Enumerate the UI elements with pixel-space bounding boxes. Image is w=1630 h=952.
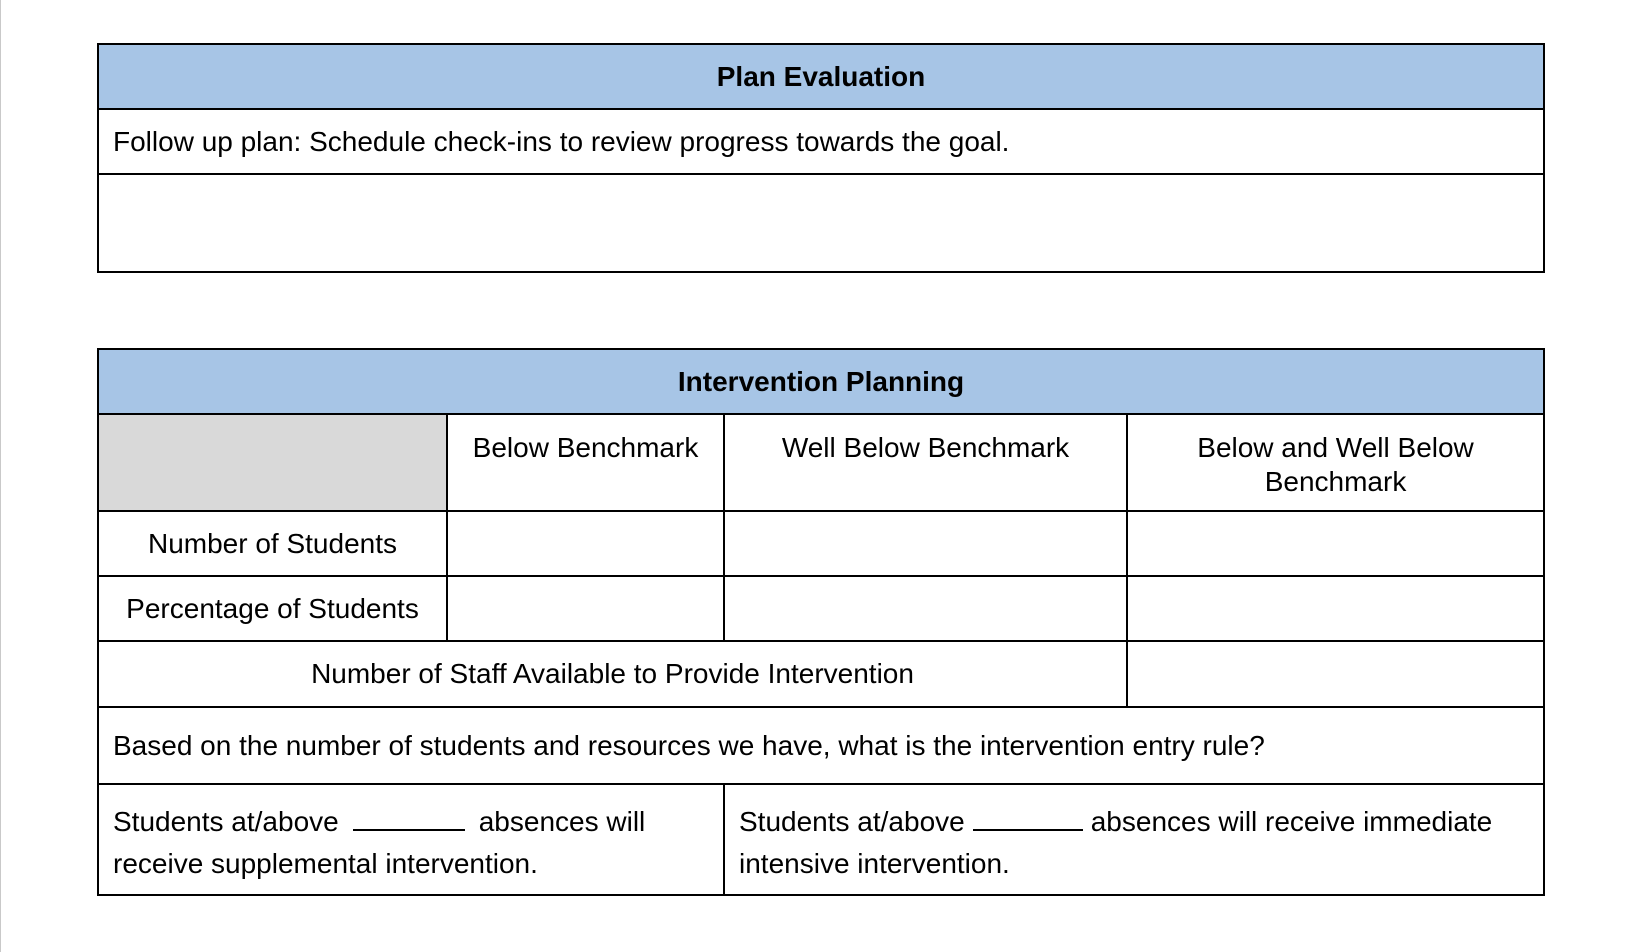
percentage-well-below-benchmark-cell[interactable] (724, 576, 1127, 641)
intensive-absences-blank[interactable] (973, 803, 1083, 831)
row-label-number-of-students: Number of Students (98, 511, 447, 576)
col-header-below-and-well-below: Below and Well Below Benchmark (1127, 414, 1544, 511)
intensive-rule-prefix: Students at/above (739, 806, 965, 837)
intensive-rule-cell (724, 784, 1544, 895)
col-header-well-below-benchmark: Well Below Benchmark (724, 414, 1127, 511)
supplemental-rule-line2: receive supplemental intervention. (113, 848, 538, 879)
col-header-below-benchmark: Below Benchmark (447, 414, 724, 511)
supplemental-absences-blank[interactable] (353, 803, 465, 831)
staff-available-cell[interactable] (1127, 641, 1544, 707)
intervention-planning-table (97, 348, 1545, 896)
supplemental-rule-cell (98, 784, 724, 895)
follow-up-plan-text: Follow up plan: Schedule check-ins to review progress towards the goal. (98, 109, 1544, 174)
percentage-below-and-well-below-cell[interactable] (1127, 576, 1544, 641)
number-below-and-well-below-cell[interactable] (1127, 511, 1544, 576)
table-row (98, 511, 1544, 576)
intensive-rule-suffix: absences will receive immediate (1090, 806, 1493, 837)
row-label-percentage-of-students: Percentage of Students (98, 576, 447, 641)
staff-available-label: Number of Staff Available to Provide Intervention (98, 641, 1127, 707)
table-row (98, 576, 1544, 641)
supplemental-rule-suffix: absences will (478, 806, 646, 837)
corner-cell (98, 414, 447, 511)
number-below-benchmark-cell[interactable] (447, 511, 724, 576)
intensive-rule-line2: intensive intervention. (739, 848, 1010, 879)
supplemental-rule-prefix: Students at/above (113, 806, 339, 837)
plan-notes-cell[interactable] (98, 174, 1544, 272)
intervention-planning-title: Intervention Planning (98, 349, 1544, 414)
percentage-below-benchmark-cell[interactable] (447, 576, 724, 641)
plan-evaluation-title: Plan Evaluation (98, 44, 1544, 109)
entry-rule-question: Based on the number of students and resources we have, what is the intervention entry rule? (98, 707, 1544, 784)
page-edge-divider (0, 0, 1, 952)
number-well-below-benchmark-cell[interactable] (724, 511, 1127, 576)
plan-evaluation-table (97, 43, 1545, 273)
